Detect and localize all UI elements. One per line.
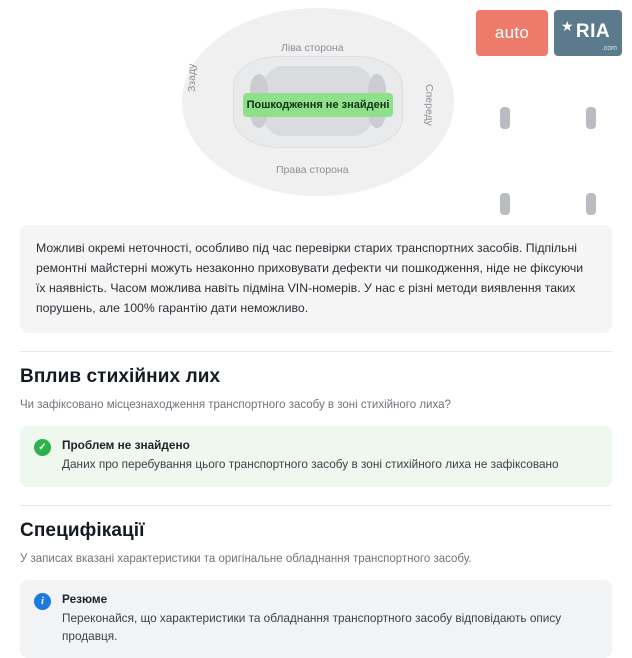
damage-status-badge — [243, 93, 393, 117]
section-title: Специфікації — [20, 519, 145, 541]
auto-logo-label: auto — [494, 23, 530, 42]
callout-success — [20, 426, 612, 487]
section-specifications — [0, 520, 632, 658]
star-icon: ★ — [561, 18, 574, 34]
damage-status-label: Пошкодження не знайдені — [246, 99, 390, 111]
auto-logo-badge[interactable] — [476, 10, 548, 56]
diagram-label-right-side: Права сторона — [276, 164, 349, 176]
section-divider — [20, 505, 612, 506]
callout-body — [62, 438, 559, 474]
section-subtitle: У записах вказані характеристики та оригінальне обладнання транспортного засобу. — [20, 552, 472, 565]
callout-title: Резюме — [62, 591, 108, 606]
info-circle-icon: i — [34, 593, 51, 610]
brand-badges — [476, 10, 622, 56]
report-content — [0, 207, 632, 658]
wheel-icon — [500, 107, 510, 129]
section-divider — [20, 351, 612, 352]
diagram-label-left-side: Ліва сторона — [281, 42, 344, 54]
disclaimer-notice: Можливі окремі неточності, особливо під час перевірки старих транспортних засобів. Підпільні ремонтні майстерні можуть незаконно приховувати дефекти чи пошкодження, ніде не фіксуючи їх наявність. Часом можлива навіть підміна VIN-номерів. У нас є різні методи виявлення таких порушень, але 100% гарантію дати неможливо. — [20, 225, 612, 333]
check-circle-icon: ✓ — [34, 439, 51, 456]
callout-info — [20, 580, 612, 658]
diagram-label-rear: Ззаду — [186, 63, 198, 92]
section-natural-disasters — [0, 366, 632, 487]
section-subtitle: Чи зафіксовано місцезнаходження транспортного засобу в зоні стихійного лиха? — [20, 398, 451, 411]
callout-text: Даних про перебування цього транспортного засобу в зоні стихійного лиха не зафіксовано — [62, 456, 559, 471]
diagram-label-front: Спереду — [423, 84, 435, 126]
ria-logo-badge[interactable] — [554, 10, 622, 56]
callout-text: Переконайся, що характеристики та обладнання транспортного засобу відповідають опису продавця. — [62, 610, 562, 643]
section-title: Вплив стихійних лих — [20, 365, 221, 387]
callout-body — [62, 592, 598, 645]
wheel-icon — [586, 107, 596, 129]
ria-logo-label: RIA — [575, 21, 611, 42]
callout-title: Проблем не знайдено — [62, 437, 190, 452]
ria-domain-label: .com — [601, 45, 617, 52]
